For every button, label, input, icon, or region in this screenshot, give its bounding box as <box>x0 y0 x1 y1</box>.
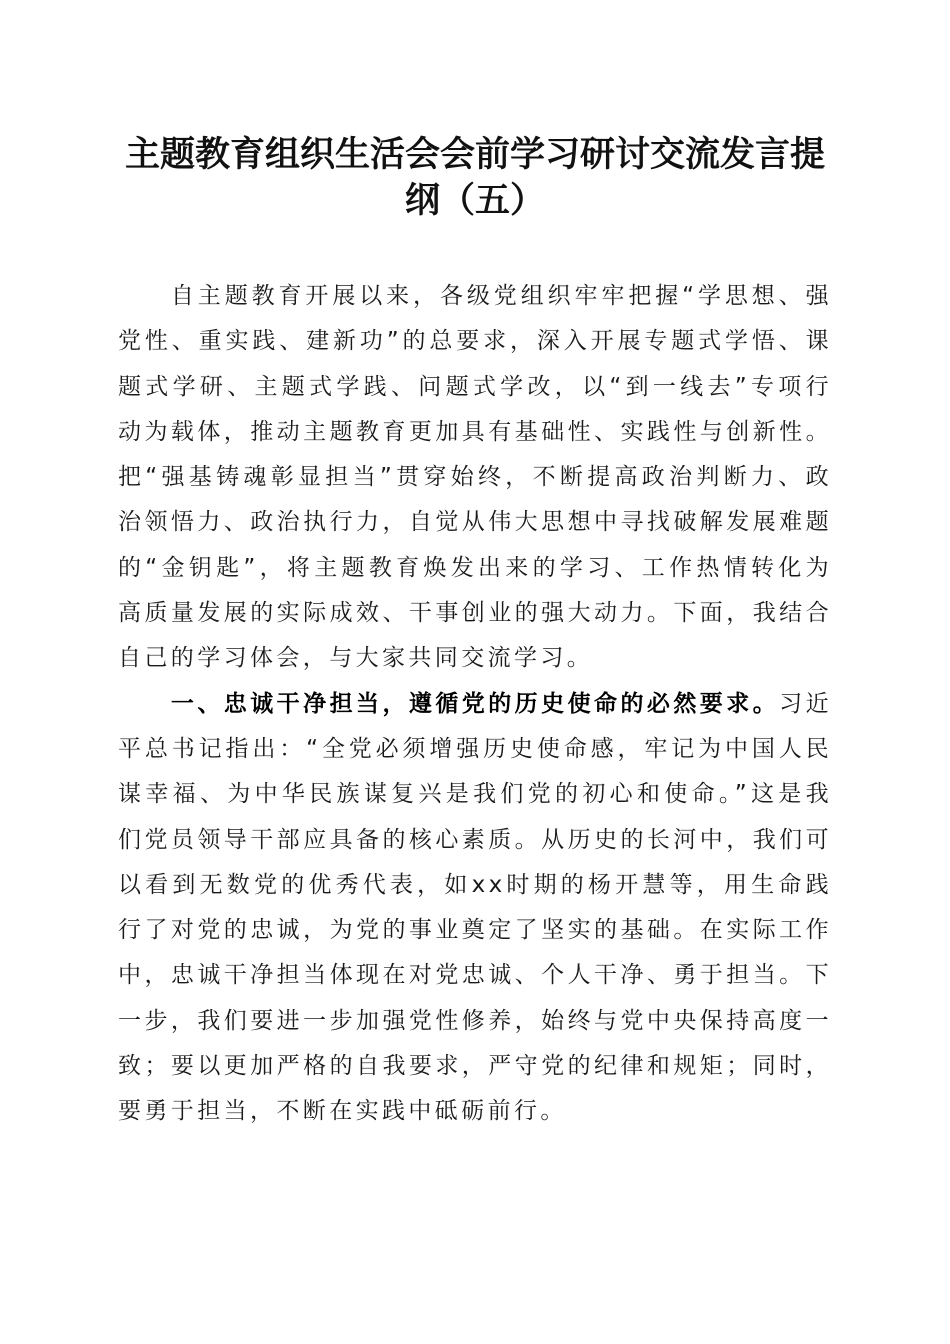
section-one-heading: 一、忠诚干净担当，遵循党的历史使命的必然要求。 <box>170 690 780 717</box>
document-title: 主题教育组织生活会会前学习研讨交流发言提纲（五） <box>124 134 825 221</box>
intro-paragraph: 自主题教育开展以来，各级党组织牢牢把握“学思想、强党性、重实践、建新功”的总要求，深入开展专题式学悟、课题式学研、主题式学践、问题式学改，以“到一线去”专项行动为载体，推动主题教育更加具有基础性、实践性与创新性。把“强基铸魂彰显担当”贯穿始终，不断提高政治判断力、政治领悟力、政治执行力，自觉从伟大思想中寻找破解发展难题的“金钥匙”，将主题教育焕发出来的学习、工作热情转化为高质量发展的实际成效、干事创业的强大动力。下面，我结合自己的学习体会，与大家共同交流学习。 <box>118 283 832 672</box>
document-body <box>118 274 832 1135</box>
section-one-text: 习近平总书记指出：“全党必须增强历史使命感，牢记为中国人民谋幸福、为中华民族谋复兴是我们党的初心和使命。”这是我们党员领导干部应具备的核心素质。从历史的长河中，我们可以看到无数党的优秀代表，如xx时期的杨开慧等，用生命践行了对党的忠诚，为党的事业奠定了坚实的基础。在实际工作中，忠诚干净担当体现在对党忠诚、个人干净、勇于担当。下一步，我们要进一步加强党性修养，始终与党中央保持高度一致；要以更加严格的自我要求，严守党的纪律和规矩；同时，要勇于担当，不断在实践中砥砺前行。 <box>118 690 832 1125</box>
section-one-paragraph <box>118 682 832 1135</box>
